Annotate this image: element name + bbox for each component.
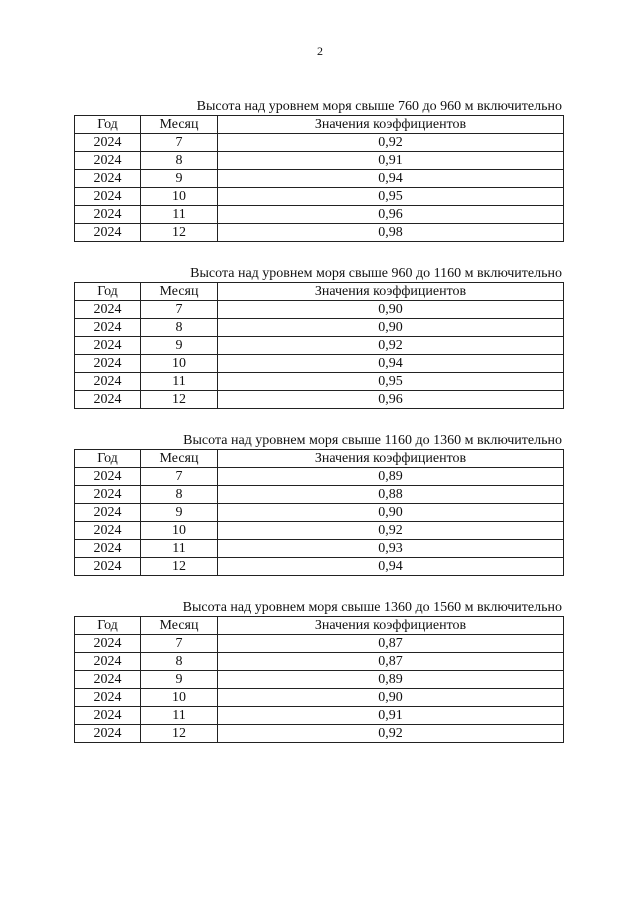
table-header-row (75, 450, 564, 468)
header-value: Значения коэффициентов (218, 450, 564, 468)
table-row (75, 540, 564, 558)
cell-month: 7 (141, 301, 218, 319)
cell-value: 0,89 (218, 468, 564, 486)
cell-month: 10 (141, 355, 218, 373)
cell-month: 11 (141, 206, 218, 224)
cell-month: 8 (141, 486, 218, 504)
table-row (75, 522, 564, 540)
section-760-960 (74, 99, 564, 242)
cell-value: 0,94 (218, 558, 564, 576)
cell-value: 0,93 (218, 540, 564, 558)
header-year: Год (75, 617, 141, 635)
cell-month: 7 (141, 134, 218, 152)
cell-value: 0,92 (218, 134, 564, 152)
coefficients-table (74, 282, 564, 409)
cell-month: 9 (141, 504, 218, 522)
cell-year: 2024 (75, 504, 141, 522)
table-header-row (75, 617, 564, 635)
header-value: Значения коэффициентов (218, 116, 564, 134)
table-row (75, 689, 564, 707)
table-row (75, 301, 564, 319)
cell-value: 0,90 (218, 301, 564, 319)
cell-year: 2024 (75, 689, 141, 707)
cell-year: 2024 (75, 319, 141, 337)
cell-value: 0,92 (218, 725, 564, 743)
header-year: Год (75, 450, 141, 468)
table-row (75, 468, 564, 486)
table-row (75, 170, 564, 188)
cell-year: 2024 (75, 671, 141, 689)
section-1360-1560 (74, 600, 564, 743)
cell-month: 7 (141, 468, 218, 486)
section-title: Высота над уровнем моря свыше 960 до 1160 м включительно (190, 266, 562, 281)
cell-value: 0,91 (218, 152, 564, 170)
table-row (75, 635, 564, 653)
table-row (75, 337, 564, 355)
cell-month: 7 (141, 635, 218, 653)
cell-year: 2024 (75, 468, 141, 486)
cell-year: 2024 (75, 224, 141, 242)
section-title: Высота над уровнем моря свыше 1160 до 1360 м включительно (183, 433, 562, 448)
table-row (75, 391, 564, 409)
table-row (75, 188, 564, 206)
cell-value: 0,94 (218, 170, 564, 188)
table-row (75, 653, 564, 671)
cell-month: 12 (141, 558, 218, 576)
cell-year: 2024 (75, 725, 141, 743)
cell-value: 0,87 (218, 635, 564, 653)
cell-value: 0,92 (218, 337, 564, 355)
cell-year: 2024 (75, 152, 141, 170)
header-month: Месяц (141, 283, 218, 301)
cell-year: 2024 (75, 373, 141, 391)
cell-month: 11 (141, 373, 218, 391)
cell-year: 2024 (75, 540, 141, 558)
cell-month: 12 (141, 391, 218, 409)
header-month: Месяц (141, 116, 218, 134)
cell-year: 2024 (75, 134, 141, 152)
cell-month: 10 (141, 188, 218, 206)
section-960-1160 (74, 266, 564, 409)
cell-year: 2024 (75, 188, 141, 206)
cell-value: 0,92 (218, 522, 564, 540)
section-1160-1360 (74, 433, 564, 576)
cell-year: 2024 (75, 522, 141, 540)
cell-value: 0,98 (218, 224, 564, 242)
cell-year: 2024 (75, 206, 141, 224)
table-row (75, 671, 564, 689)
table-row (75, 558, 564, 576)
section-title: Высота над уровнем моря свыше 760 до 960 м включительно (196, 99, 562, 114)
cell-month: 8 (141, 653, 218, 671)
cell-value: 0,91 (218, 707, 564, 725)
cell-month: 10 (141, 689, 218, 707)
page-number: 2 (317, 44, 323, 58)
cell-month: 8 (141, 319, 218, 337)
table-row (75, 152, 564, 170)
table-header-row (75, 283, 564, 301)
cell-value: 0,87 (218, 653, 564, 671)
cell-year: 2024 (75, 486, 141, 504)
table-row (75, 224, 564, 242)
header-year: Год (75, 283, 141, 301)
cell-month: 9 (141, 337, 218, 355)
cell-month: 12 (141, 725, 218, 743)
cell-year: 2024 (75, 707, 141, 725)
cell-year: 2024 (75, 391, 141, 409)
table-row (75, 486, 564, 504)
cell-year: 2024 (75, 337, 141, 355)
cell-month: 12 (141, 224, 218, 242)
table-row (75, 504, 564, 522)
cell-month: 10 (141, 522, 218, 540)
cell-value: 0,89 (218, 671, 564, 689)
header-value: Значения коэффициентов (218, 617, 564, 635)
cell-value: 0,95 (218, 373, 564, 391)
cell-value: 0,88 (218, 486, 564, 504)
coefficients-table (74, 616, 564, 743)
cell-month: 11 (141, 707, 218, 725)
cell-value: 0,94 (218, 355, 564, 373)
cell-year: 2024 (75, 653, 141, 671)
section-title: Высота над уровнем моря свыше 1360 до 1560 м включительно (182, 600, 562, 615)
table-row (75, 319, 564, 337)
table-row (75, 206, 564, 224)
cell-year: 2024 (75, 558, 141, 576)
cell-year: 2024 (75, 635, 141, 653)
cell-month: 8 (141, 152, 218, 170)
cell-month: 9 (141, 170, 218, 188)
header-month: Месяц (141, 617, 218, 635)
cell-value: 0,90 (218, 319, 564, 337)
cell-year: 2024 (75, 301, 141, 319)
cell-value: 0,95 (218, 188, 564, 206)
coefficients-table (74, 449, 564, 576)
coefficients-table (74, 115, 564, 242)
cell-month: 11 (141, 540, 218, 558)
table-row (75, 134, 564, 152)
cell-value: 0,96 (218, 206, 564, 224)
header-year: Год (75, 116, 141, 134)
cell-month: 9 (141, 671, 218, 689)
table-row (75, 707, 564, 725)
table-header-row (75, 116, 564, 134)
cell-value: 0,90 (218, 689, 564, 707)
cell-value: 0,90 (218, 504, 564, 522)
table-row (75, 373, 564, 391)
cell-value: 0,96 (218, 391, 564, 409)
header-value: Значения коэффициентов (218, 283, 564, 301)
header-month: Месяц (141, 450, 218, 468)
cell-year: 2024 (75, 170, 141, 188)
table-row (75, 355, 564, 373)
table-row (75, 725, 564, 743)
cell-year: 2024 (75, 355, 141, 373)
